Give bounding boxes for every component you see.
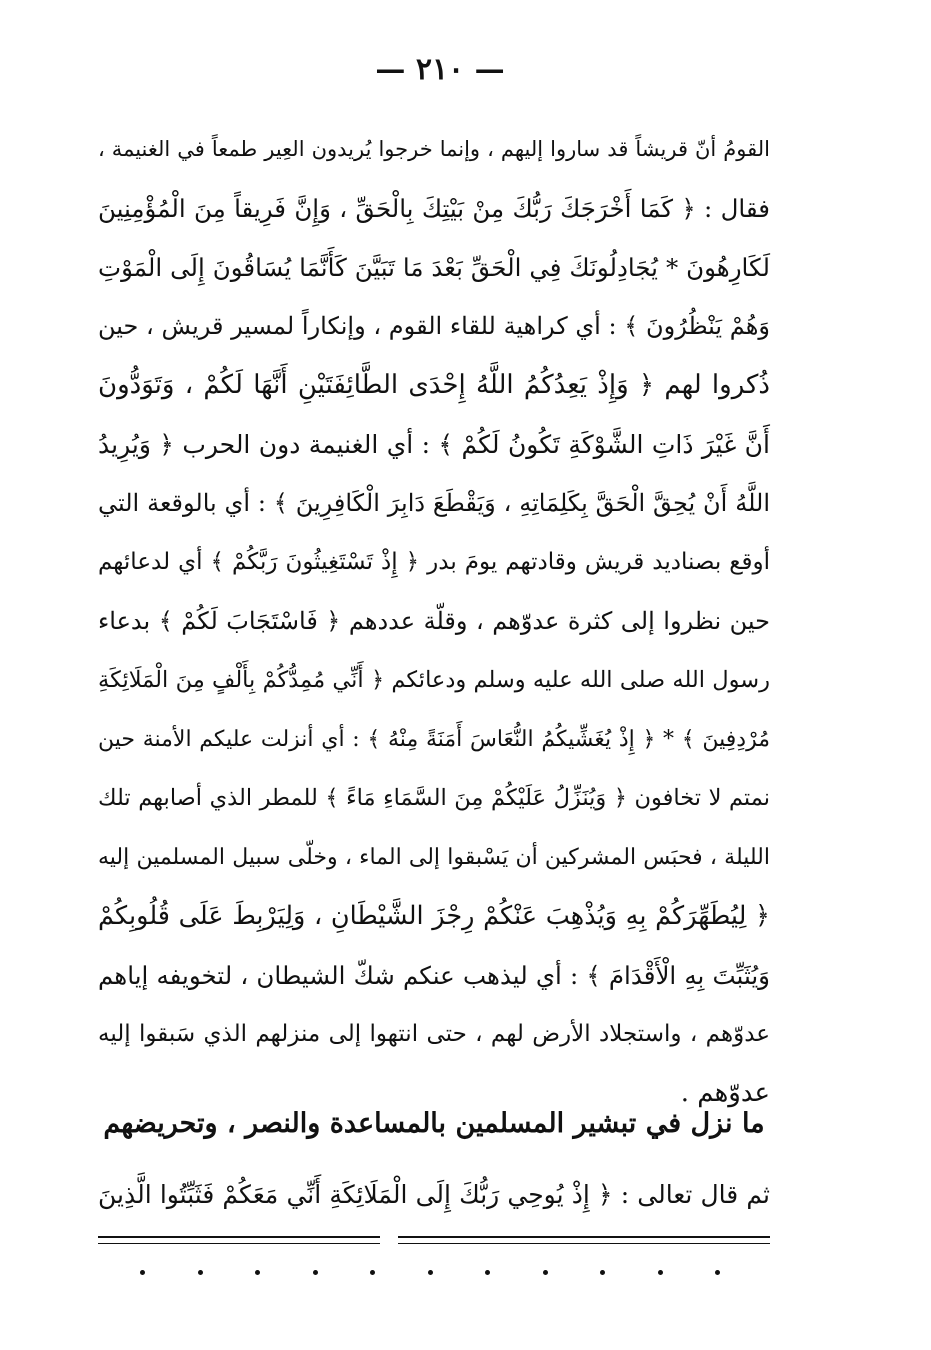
dot-mark	[313, 1270, 318, 1275]
section-heading: ما نزل في تبشير المسلمين بالمساعدة والنصر ، وتحريضهم	[103, 1108, 765, 1139]
dot-mark	[255, 1270, 260, 1275]
footer-rule	[398, 1243, 770, 1244]
dot-mark	[600, 1270, 605, 1275]
text-line: ﴿ لِيُطَهِّرَكُمْ بِهِ وَيُذْهِبَ عَنْكُمْ رِجْزَ الشَّيْطَانِ ، وَلِيَرْبِطَ عَلَى قُلُوبِكُمْ	[98, 901, 770, 931]
page-number: — ٢١٠ —	[375, 52, 505, 87]
dot-mark	[485, 1270, 490, 1275]
dot-mark	[543, 1270, 548, 1275]
text-line: مُرْدِفِينَ ﴾ * ﴿ إِذْ يُغَشِّيكُمُ النُّعَاسَ أَمَنَةً مِنْهُ ﴾ : أي أنزلت عليكم الأمنة حين	[98, 727, 770, 752]
text-line: حين نظروا إلى كثرة عدوّهم ، وقلّة عددهم ﴿ فَاسْتَجَابَ لَكُمْ ﴾ بدعاء	[98, 607, 770, 635]
dot-mark	[198, 1270, 203, 1275]
footer-dots	[140, 1262, 720, 1282]
text-line: الليلة ، فحبَس المشركين أن يَسْبقوا إلى الماء ، وخلّى سبيل المسلمين إليه	[98, 845, 770, 870]
dot-mark	[428, 1270, 433, 1275]
text-line: نمتم لا تخافون ﴿ وَيُنَزِّلُ عَلَيْكُمْ مِنَ السَّمَاءِ مَاءً ﴾ للمطر الذي أصابهم تلك	[98, 785, 770, 811]
footer-rule	[98, 1236, 380, 1238]
text-line: ذُكروا لهم ﴿ وَإِذْ يَعِدُكُمُ اللَّهُ إِحْدَى الطَّائِفَتَيْنِ أَنَّهَا لَكُمْ ، وَتَوَدُّونَ	[98, 370, 770, 400]
dot-mark	[370, 1270, 375, 1275]
text-line: عدوّهم ، واستجلاد الأرض لهم ، حتى انتهوا إلى منزلهم الذي سَبقوا إليه	[98, 1021, 770, 1047]
dot-mark	[140, 1270, 145, 1275]
text-line: أَنَّ غَيْرَ ذَاتِ الشَّوْكَةِ تَكُونُ لَكُمْ ﴾ : أي الغنيمة دون الحرب ﴿ وَيُرِيدُ	[98, 430, 770, 459]
text-line: وَهُمْ يَنْظُرُونَ ﴾ : أي كراهية للقاء القوم ، وإنكاراً لمسير قريش ، حين	[98, 312, 770, 340]
text-line: أوقع بصناديد قريش وقادتهم يومَ بدر ﴿ إِذْ تَسْتَغِيثُونَ رَبَّكُمْ ﴾ أي لدعائهم	[98, 549, 770, 575]
text-line: وَيُثَبِّتَ بِهِ الْأَقْدَامَ ﴾ : أي ليذهب عنكم شكّ الشيطان ، لتخويفه إياهم	[98, 961, 770, 990]
dot-mark	[715, 1270, 720, 1275]
text-line: فقال : ﴿ كَمَا أَخْرَجَكَ رَبُّكَ مِنْ بَيْتِكَ بِالْحَقِّ ، وَإِنَّ فَرِيقاً مِنَ الْمُؤْمِنِينَ	[98, 194, 770, 223]
section-body	[98, 1165, 770, 1224]
footer-rule	[98, 1243, 380, 1244]
dot-mark	[658, 1270, 663, 1275]
text-line: اللَّهُ أَنْ يُحِقَّ الْحَقَّ بِكَلِمَاتِهِ ، وَيَقْطَعَ دَابِرَ الْكَافِرِينَ ﴾ : أي بالوقعة التي	[98, 489, 770, 517]
section-first-line: ثم قال تعالى : ﴿ إِذْ يُوحِي رَبُّكَ إِلَى الْمَلَائِكَةِ أَنِّي مَعَكُمْ فَثَبِّتُوا الَّذِينَ	[98, 1180, 770, 1209]
text-line: رسول الله صلى الله عليه وسلم ودعائكم ﴿ أَنِّي مُمِدُّكُمْ بِأَلْفٍ مِنَ الْمَلَائِكَةِ	[98, 667, 770, 693]
text-line: لَكَارِهُونَ * يُجَادِلُونَكَ فِي الْحَقِّ بَعْدَ مَا تَبَيَّنَ كَأَنَّمَا يُسَاقُونَ إِلَى الْمَوْتِ	[98, 253, 770, 282]
body-text	[98, 120, 770, 1123]
text-line: القومُ أنّ قريشاً قد ساروا إليهم ، وإنما خرجوا يُريدون العِير طمعاً في الغنيمة ،	[98, 137, 770, 161]
footer-rule	[398, 1236, 770, 1238]
text-line: عدوّهم .	[680, 1078, 770, 1108]
